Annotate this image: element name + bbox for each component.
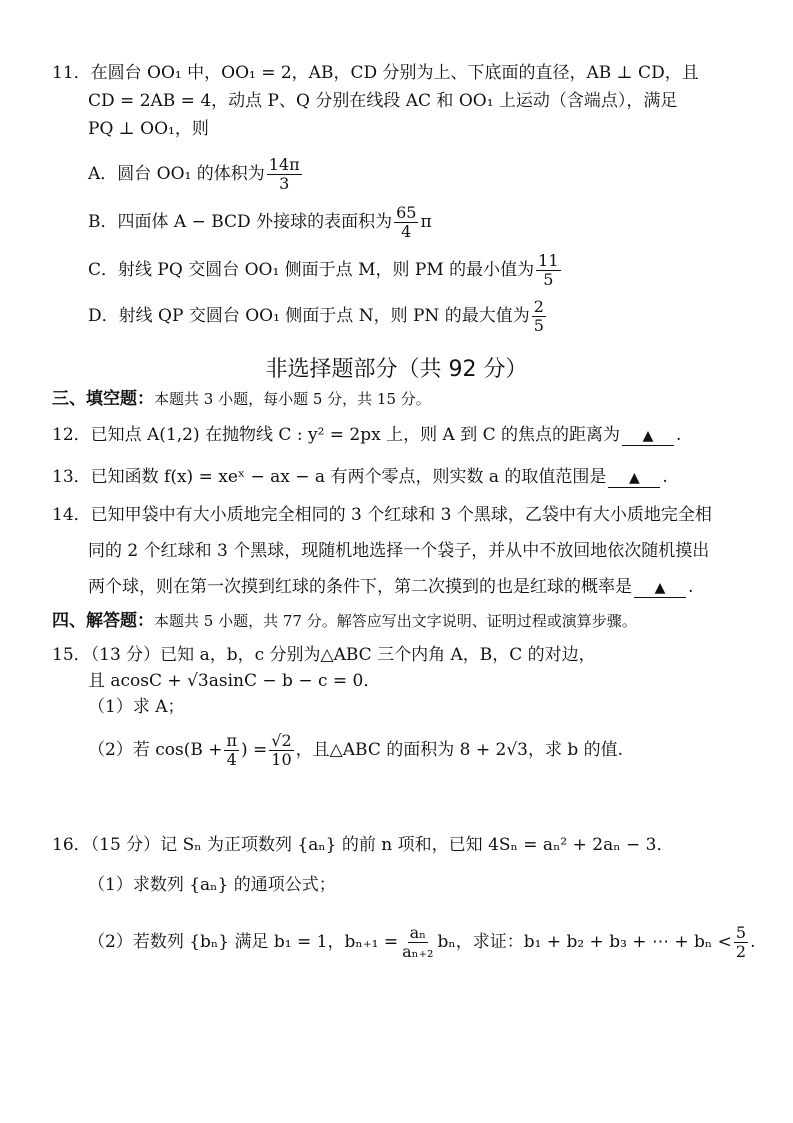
q11-option-c — [88, 252, 563, 289]
q15-pi-fraction — [224, 732, 239, 769]
q11-option-b-text: B．四面体 A − BCD 外接球的表面积为 — [88, 212, 393, 232]
fraction-numerator: π — [226, 731, 237, 750]
section-3-header — [52, 388, 431, 410]
answer-blank[interactable] — [608, 468, 660, 488]
fraction-denominator: 4 — [226, 750, 237, 769]
section-3-description: 本题共 3 小题，每小题 5 分，共 15 分。 — [154, 390, 431, 408]
section-3-label: 三、填空题： — [52, 389, 154, 409]
fraction-denominator: 2 — [735, 942, 747, 961]
fraction-numerator: aₙ — [409, 923, 427, 942]
fraction-numerator: 11 — [538, 251, 559, 270]
section-4-header — [52, 610, 637, 632]
q11-option-a — [88, 156, 304, 193]
q14-end: . — [688, 577, 694, 597]
triangle-icon: ▲ — [654, 580, 666, 596]
q16-part2 — [88, 924, 755, 961]
q16-part1: （1）求数列 {aₙ} 的通项公式； — [88, 875, 336, 895]
section-4-description: 本题共 5 小题，共 77 分。解答应写出文字说明、证明过程或演算步骤。 — [154, 612, 637, 630]
fraction-denominator: 5 — [543, 270, 554, 289]
q14-line2: 同的 2 个红球和 3 个黑球，现随机地选择一个袋子，并从中不放回地依次随机摸出 — [88, 541, 710, 561]
q11-option-b-fraction — [394, 204, 418, 241]
fraction-denominator: 5 — [533, 316, 544, 335]
q16-ratio-fraction — [400, 924, 435, 961]
part-title: 非选择题部分（共 92 分） — [265, 357, 528, 382]
fraction-numerator: 5 — [735, 923, 747, 942]
fraction-numerator: 2 — [533, 297, 544, 316]
answer-blank[interactable] — [634, 578, 686, 598]
q11-option-c-text: C．射线 PQ 交圆台 OO₁ 侧面于点 M，则 PM 的最小值为 — [88, 260, 535, 280]
q11-option-d — [88, 298, 548, 335]
q12-text: 12．已知点 A(1,2) 在抛物线 C : y² = 2px 上，则 A 到 C 的焦点的距离为 — [52, 425, 621, 445]
q11-option-d-text: D．射线 QP 交圆台 OO₁ 侧面于点 N，则 PN 的最大值为 — [88, 306, 530, 326]
section-4-label: 四、解答题： — [52, 611, 154, 631]
fraction-denominator: aₙ₊₂ — [402, 942, 434, 961]
q15-part2 — [88, 732, 623, 769]
q14-line3 — [88, 576, 693, 598]
fraction-numerator: √2 — [271, 731, 292, 750]
q11-line3: PQ ⊥ OO₁，则 — [88, 119, 209, 139]
q15-part2-text-b: ) = — [241, 740, 268, 760]
q15-value-fraction — [269, 732, 293, 769]
q11-option-c-fraction — [536, 252, 560, 289]
q16-bound-fraction — [734, 924, 748, 961]
q15-part1: （1）求 A； — [88, 697, 185, 717]
q16-line1: 16．（15 分）记 Sₙ 为正项数列 {aₙ} 的前 n 项和，已知 4Sₙ = aₙ² + 2aₙ − 3． — [52, 835, 674, 855]
q11-option-b-tail: π — [420, 212, 432, 232]
fraction-denominator: 4 — [401, 222, 412, 241]
q12-end: . — [676, 425, 682, 445]
q14-line1: 14．已知甲袋中有大小质地完全相同的 3 个红球和 3 个黑球，乙袋中有大小质地完全相 — [52, 505, 712, 525]
fraction-numerator: 14π — [268, 155, 300, 174]
fraction-denominator: 3 — [279, 174, 290, 193]
triangle-icon: ▲ — [642, 428, 654, 444]
q11-line1: 11．在圆台 OO₁ 中，OO₁ = 2，AB，CD 分别为上、下底面的直径，AB ⊥ CD，且 — [52, 63, 699, 83]
q14-line3-text: 两个球，则在第一次摸到红球的条件下，第二次摸到的也是红球的概率是 — [88, 577, 632, 597]
q16-part2-text-a: （2）若数列 {bₙ} 满足 b₁ = 1，bₙ₊₁ = — [88, 932, 399, 952]
q15-part2-text-a: （2）若 cos(B + — [88, 740, 223, 760]
answer-blank[interactable] — [622, 426, 674, 446]
fraction-numerator: 65 — [396, 203, 417, 222]
triangle-icon: ▲ — [629, 470, 640, 486]
q16-part2-text-b: bₙ，求证：b₁ + b₂ + b₃ + ⋯ + bₙ < — [437, 932, 732, 952]
q16-part2-end: . — [750, 932, 756, 952]
q11-option-d-fraction — [532, 298, 546, 335]
q15-part2-text-c: ，且△ABC 的面积为 8 + 2√3，求 b 的值. — [295, 740, 624, 760]
q13-text: 13．已知函数 f(x) = xeˣ − ax − a 有两个零点，则实数 a 的取值范围是 — [52, 467, 607, 487]
q11-option-b — [88, 204, 432, 241]
q13-end: . — [662, 467, 668, 487]
q15-line2: 且 acosC + √3asinC − b − c = 0． — [88, 671, 381, 691]
q13 — [52, 466, 668, 488]
q11-option-a-text: A．圆台 OO₁ 的体积为 — [88, 164, 265, 184]
q15-line1: 15．（13 分）已知 a，b，c 分别为△ABC 三个内角 A，B，C 的对边， — [52, 645, 596, 665]
q11-line2: CD = 2AB = 4，动点 P、Q 分别在线段 AC 和 OO₁ 上运动（含端点），满足 — [88, 91, 678, 111]
q12 — [52, 424, 681, 446]
q11-option-a-fraction — [267, 156, 302, 193]
fraction-denominator: 10 — [271, 750, 292, 769]
